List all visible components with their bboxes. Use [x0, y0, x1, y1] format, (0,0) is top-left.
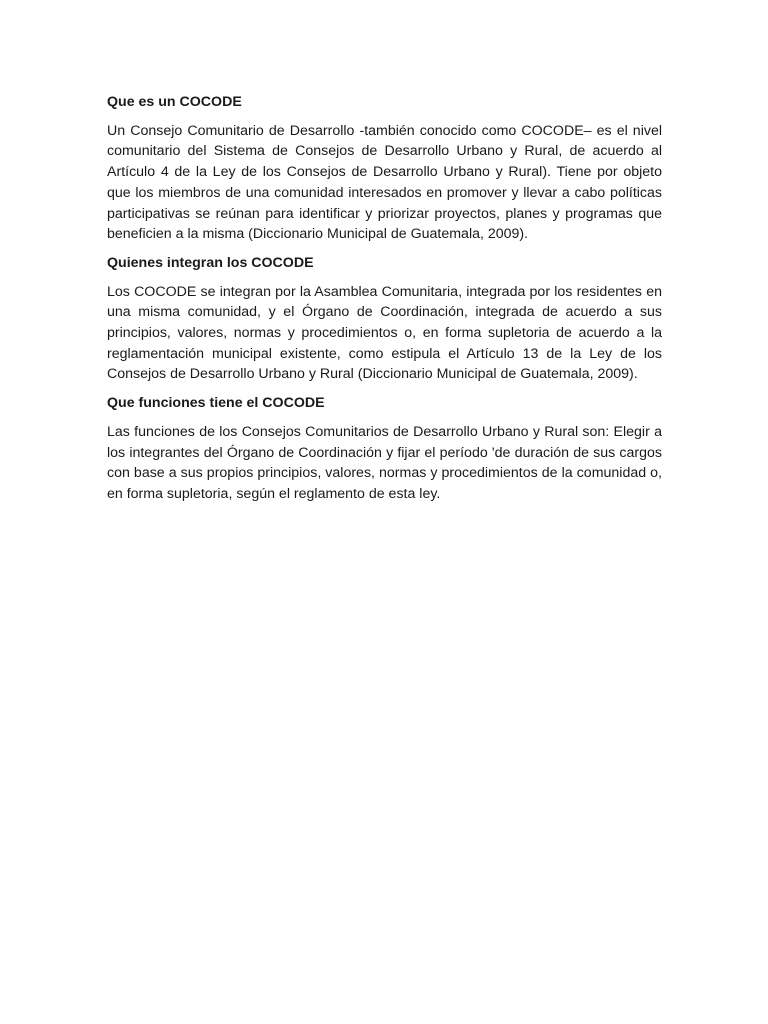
section-que-es [107, 92, 662, 245]
section-heading: Que es un COCODE [107, 94, 242, 110]
section-paragraph: Los COCODE se integran por la Asamblea Comunitaria, integrada por los residentes en una misma comunidad, y el Órgano de Coordinación, integrada de acuerdo a sus principios, valores, normas y procedimientos o, en forma supletoria de acuerdo a la reglamentación municipal existente, como estipula el Artículo 13 de la Ley de los Consejos de Desarrollo Urbano y Rural (Diccionario Municipal de Guatemala, 2009). [107, 283, 662, 383]
section-heading: Quienes integran los COCODE [107, 254, 314, 271]
section-paragraph: Un Consejo Comunitario de Desarrollo -también conocido como COCODE– es el nivel comunitario del Sistema de Consejos de Desarrollo Urbano y Rural, de acuerdo al Artículo 4 de la Ley de los Consejos de Desarrollo Urbano y Rural). Tiene por objeto que los miembros de una comunidad interesados en promover y llevar a cabo políticas participativas se reúnan para identificar y priorizar proyectos, planes y programas que beneficien a la misma (Diccionario Municipal de Guatemala, 2009). [107, 122, 662, 243]
section-heading: Que funciones tiene el COCODE [107, 395, 325, 412]
section-paragraph: Las funciones de los Consejos Comunitarios de Desarrollo Urbano y Rural son: Elegir a los integrantes del Órgano de Coordinación y fijar el período 'de duración de sus cargos con base a sus propios principios, valores, normas y procedimientos de la comunidad o, en forma supletoria, según el reglamento de esta ley. [107, 423, 662, 502]
section-quienes-integran [107, 253, 662, 385]
section-funciones [107, 393, 662, 505]
